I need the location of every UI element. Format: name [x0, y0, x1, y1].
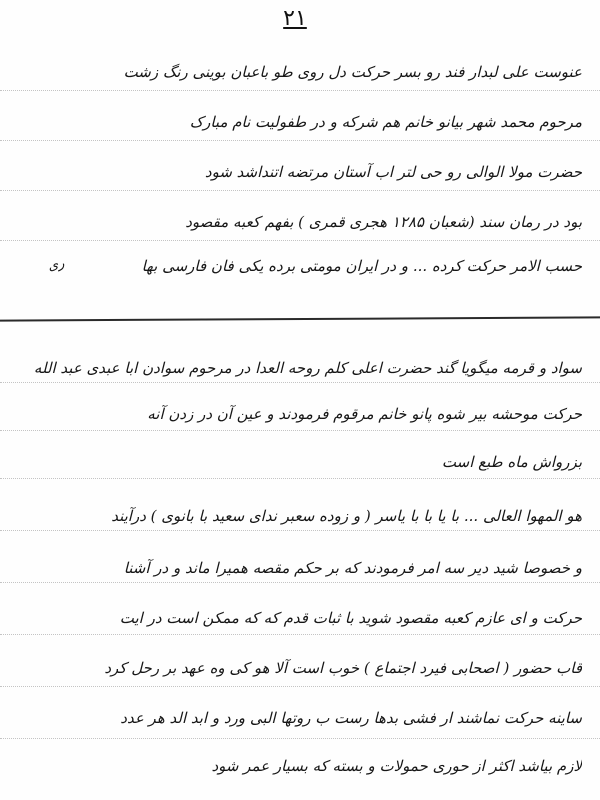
- handwritten-line: ساینه حرکت نماشند ار فشی بدها رست ب روتها البی ورد و ابد الد هر عدد: [120, 709, 582, 727]
- handwritten-line: حضرت مولا الوالی رو حی لتر اب آستان مرتضه اتنداشد شود: [204, 163, 582, 181]
- ruled-line: [0, 90, 600, 91]
- handwritten-line: مرحوم محمد شهر بیانو خانم هم شرکه و در طفولیت نام مبارک: [189, 113, 582, 131]
- handwritten-line: لازم بیاشد اکثر از حوری حمولات و بسته که بسیار عمر شود: [211, 757, 582, 775]
- ruled-line: [0, 582, 600, 583]
- handwritten-line: سواد و قرمه میگویا گند حضرت اعلی کلم روحه العدا در مرحوم سوادن ابا عبدی عبد الله: [33, 359, 582, 377]
- ruled-line: [0, 478, 600, 479]
- ruled-line: [0, 738, 600, 739]
- ruled-line: [0, 686, 600, 687]
- handwritten-line: و خصوصا شید دیر سه امر فرمودند که بر حکم مقصه همیرا ماند و در آشنا: [123, 559, 582, 577]
- ruled-line: [0, 634, 600, 635]
- handwritten-line: حرکت موحشه بیر شوه پانو خانم مرقوم فرمودند و عین آن در زدن آنه: [147, 405, 582, 423]
- margin-note: ری: [46, 256, 66, 275]
- handwritten-line: حرکت و ای عازم کعبه مقصود شوید با ثبات قدم که که ممکن است در ایت: [119, 609, 582, 627]
- handwritten-line: قاب حضور ( اصحابی فیرد اجتماع ) خوب است آلا هو کی وه عهد بر رحل کرد: [104, 659, 582, 677]
- ruled-line: [0, 240, 600, 241]
- handwritten-line: عنوست علی لبدار فند رو بسر حرکت دل روی طو باعبان بوینی رنگ زشت: [123, 63, 582, 81]
- section-divider: [0, 316, 600, 321]
- ruled-line: [0, 140, 600, 141]
- handwritten-line: بود در رمان سند (شعبان ۱۲۸۵ هجری قمری ) بفهم کعبه مقصود: [185, 213, 582, 231]
- ruled-line: [0, 190, 600, 191]
- ruled-line: [0, 530, 600, 531]
- handwritten-line: هو المهوا العالی ... با یا با با یاسر ( و زوده سعبر ندای سعید با بانوی ) درآیند: [111, 507, 582, 525]
- ruled-line: [0, 382, 600, 383]
- handwritten-line: حسب الامر حرکت کرده ... و در ایران مومتی برده یکی فان فارسی بها: [141, 257, 582, 275]
- page-number: ۲۱: [283, 6, 307, 31]
- ruled-line: [0, 430, 600, 431]
- handwritten-line: بزرواش ماه طبع است: [441, 453, 582, 471]
